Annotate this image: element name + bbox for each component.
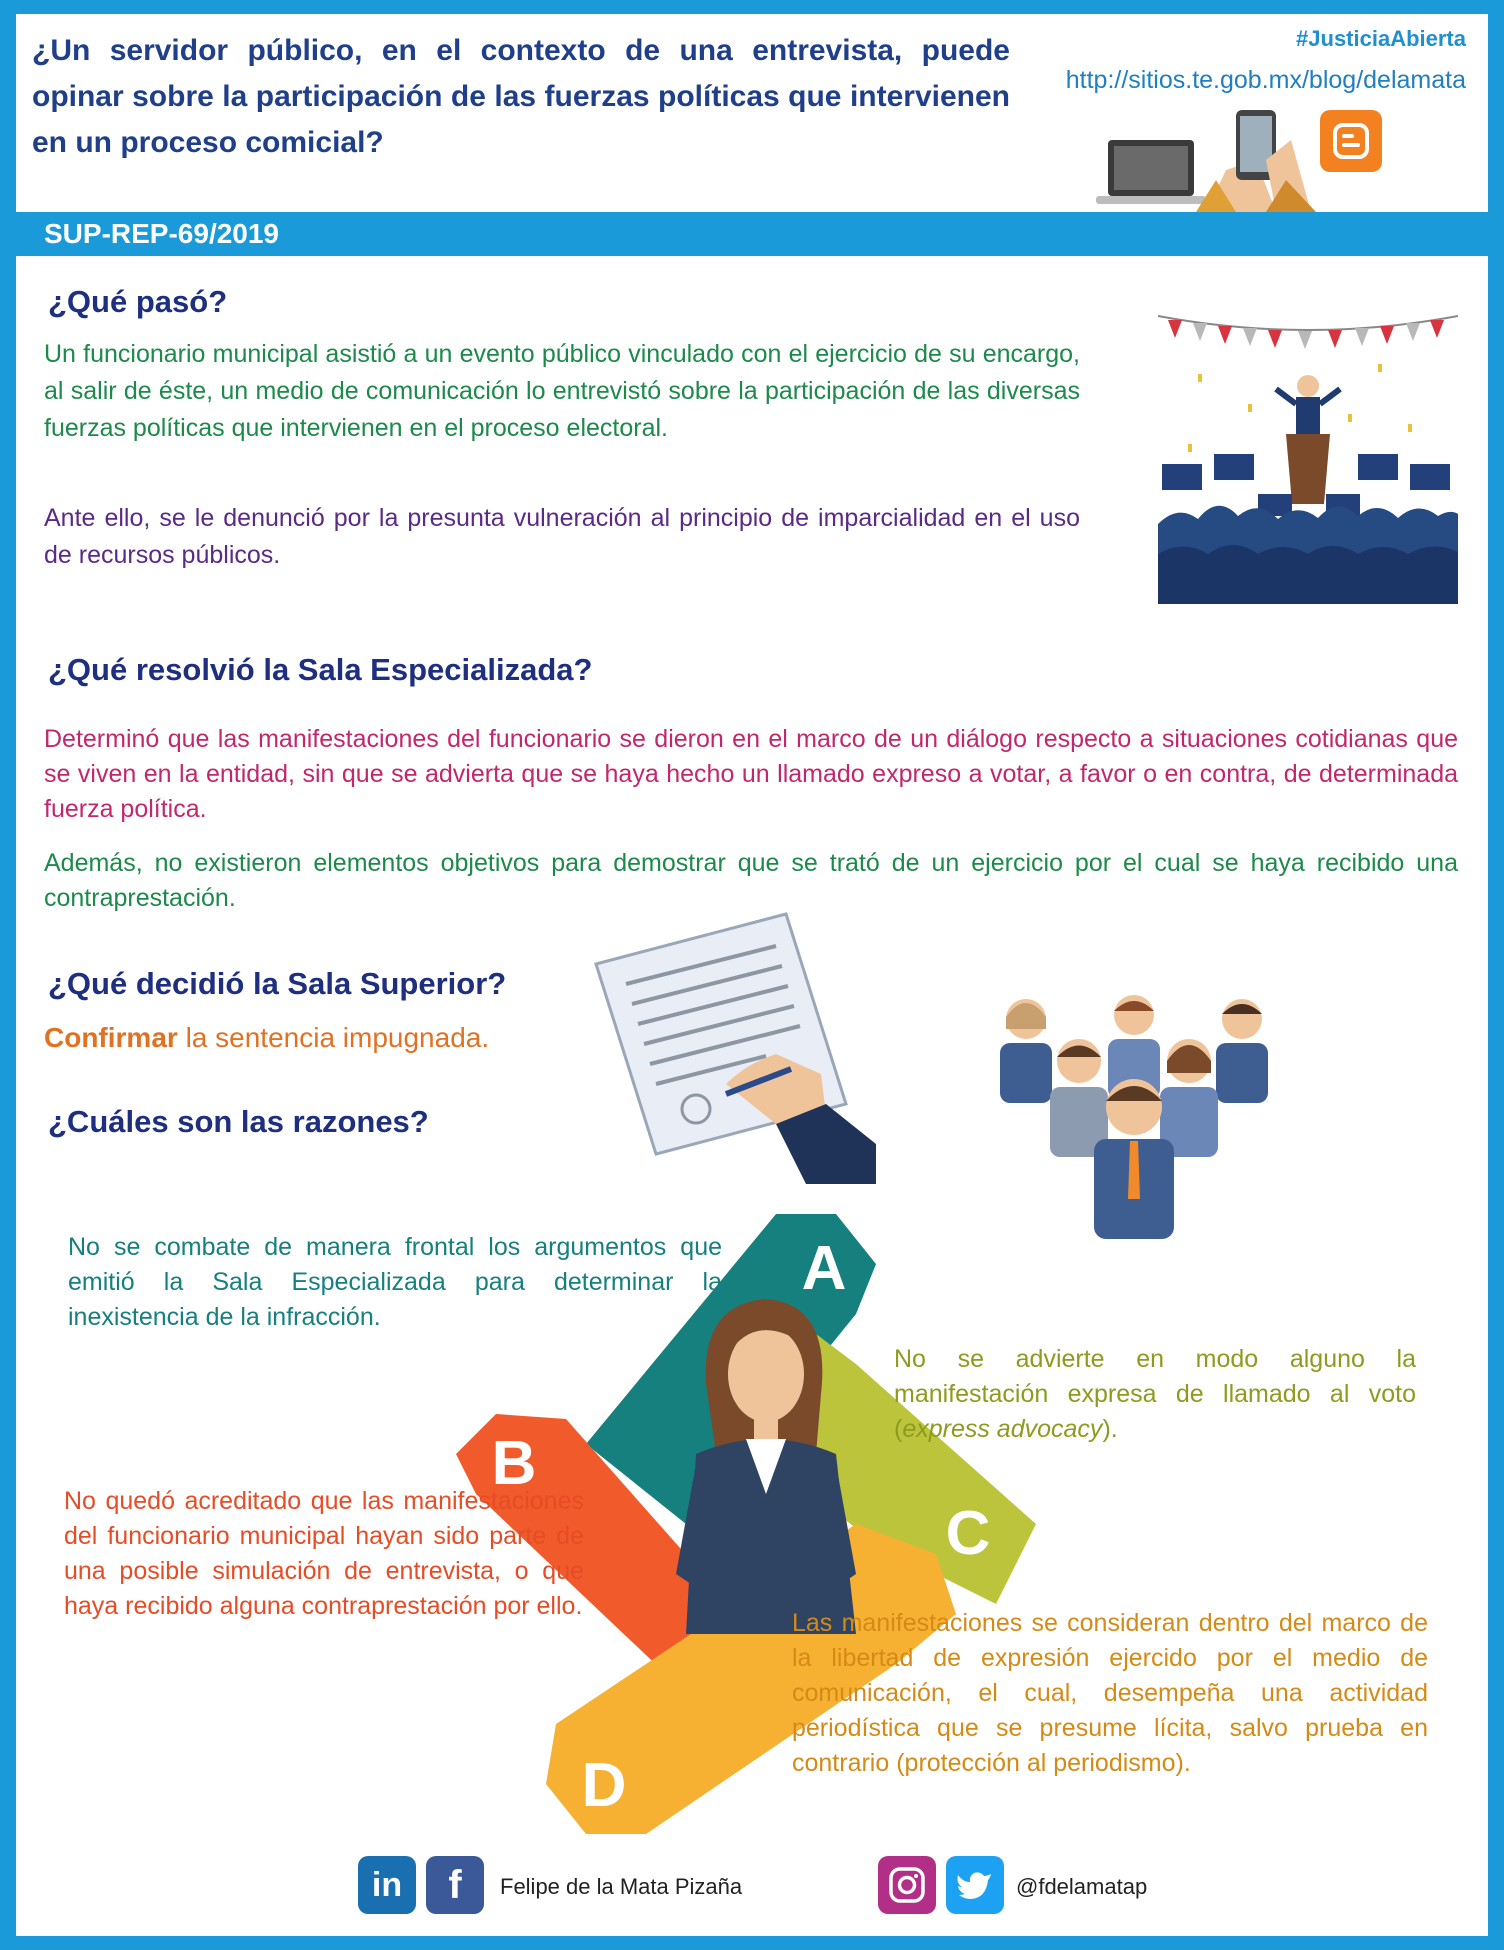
sala-especializada-paragraph-2: Además, no existieron elementos objetivos para demostrar que se trató de un ejercicio por el cual se haya recibido una contraprestación. xyxy=(44,849,1458,912)
case-number: SUP-REP-69/2019 xyxy=(44,218,280,249)
page-title: ¿Un servidor público, en el contexto de una entrevista, puede opinar sobre la participación de las fuerzas políticas que intervienen en un proceso comicial? xyxy=(32,34,1010,159)
blog-link[interactable]: http://sitios.te.gob.mx/blog/delamata xyxy=(1065,66,1466,94)
facebook-icon[interactable]: f xyxy=(426,1856,484,1914)
social-handle[interactable]: @fdelamatap xyxy=(1016,1874,1148,1899)
reason-a-letter: A xyxy=(801,1234,847,1303)
reason-b-letter: B xyxy=(491,1429,537,1498)
section-heading-sala-especializada: ¿Qué resolvió la Sala Especializada? xyxy=(48,652,593,687)
reason-b-text: No quedó acreditado que las manifestaciones del funcionario municipal hayan sido parte de una posible simulación de entrevista, o que haya recibido alguna contraprestación por ello. xyxy=(64,1487,584,1620)
author-name: Felipe de la Mata Pizaña xyxy=(500,1874,743,1899)
blogger-icon[interactable] xyxy=(1320,110,1382,172)
linkedin-icon[interactable]: in xyxy=(358,1856,416,1914)
reason-c-text xyxy=(894,1342,1416,1447)
instagram-icon[interactable] xyxy=(878,1856,936,1914)
reason-a-text: No se combate de manera frontal los argumentos que emitió la Sala Especializada para determinar la inexistencia de la infracción. xyxy=(68,1233,722,1331)
section-heading-que-paso: ¿Qué pasó? xyxy=(48,284,228,319)
hashtag[interactable]: #JusticiaAbierta xyxy=(1296,26,1466,51)
reason-c-text-emphasis: express advocacy xyxy=(902,1415,1103,1443)
laptop-phone-illustration xyxy=(1086,100,1326,212)
que-paso-paragraph-1: Un funcionario municipal asistió a un evento público vinculado con el ejercicio de su encargo, al salir de éste, un medio de comunicación lo entrevistó sobre la participación de las diversas fuerzas políticas que intervienen en el proceso electoral. xyxy=(44,340,1080,442)
twitter-icon[interactable] xyxy=(946,1856,1004,1914)
reason-c-text-pre: No se advierte en modo alguno la manifestación expresa de llamado al voto ( xyxy=(894,1345,1416,1443)
section-heading-sala-superior: ¿Qué decidió la Sala Superior? xyxy=(48,966,507,1001)
reason-d-text: Las manifestaciones se consideran dentro del marco de la libertad de expresión ejercido por el medio de comunicación, el cual, desempeña una actividad periodística que se presume lícita, salvo prueba en contrario (protección al periodismo). xyxy=(792,1609,1428,1777)
infographic-page xyxy=(16,14,1488,1936)
verdict xyxy=(44,1022,489,1054)
sala-especializada-paragraph-1: Determinó que las manifestaciones del funcionario se dieron en el marco de un diálogo respecto a situaciones cotidianas que se viven en la entidad, sin que se advierta que se haya hecho un llamado expreso a votar, a favor o en contra, de determinada fuerza política. xyxy=(44,725,1458,823)
political-rally-illustration xyxy=(1158,304,1458,604)
verdict-rest: la sentencia impugnada. xyxy=(177,1022,490,1053)
que-paso-paragraph-2: Ante ello, se le denunció por la presunta vulneración al principio de imparcialidad en el uso de recursos públicos. xyxy=(44,504,1080,569)
verdict-bold: Confirmar xyxy=(44,1022,178,1053)
reason-d-letter: D xyxy=(581,1751,627,1820)
reason-c-text-post: ). xyxy=(1102,1415,1118,1443)
signing-document-illustration xyxy=(576,904,886,1184)
section-heading-razones: ¿Cuáles son las razones? xyxy=(48,1104,429,1139)
reason-c-letter: C xyxy=(945,1499,991,1568)
